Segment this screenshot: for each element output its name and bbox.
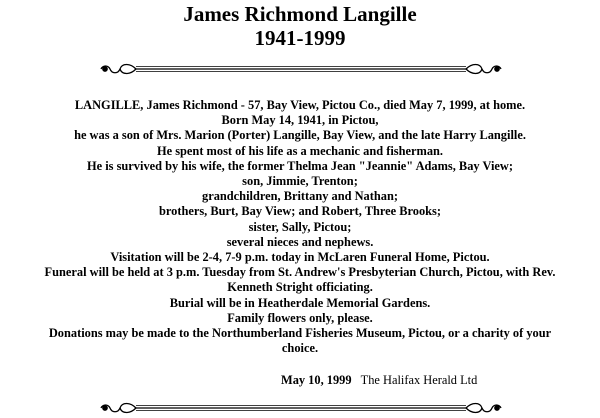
obituary-years-heading: 1941-1999 — [254, 26, 346, 50]
obituary-line: several nieces and nephews. — [226, 234, 374, 249]
obituary-body — [0, 98, 600, 356]
publication-name: The Halifax Herald Ltd — [360, 373, 478, 387]
obituary-line: He is survived by his wife, the former Thelma Jean "Jeannie" Adams, Bay View; — [87, 158, 513, 173]
obituary-line: sister, Sally, Pictou; — [248, 219, 352, 234]
obituary-line: Burial will be in Heatherdale Memorial Gardens. — [169, 295, 431, 310]
obituary-line: Born May 14, 1941, in Pictou, — [221, 113, 379, 128]
obituary-line: Family flowers only, please. — [227, 310, 373, 325]
obituary-line: Funeral will be held at 3 p.m. Tuesday from St. Andrew's Presbyterian Church, Pictou, with Rev. — [44, 265, 556, 280]
obituary-line: Kenneth Stright officiating. — [227, 280, 373, 295]
obituary-line: son, Jimmie, Trenton; — [242, 174, 358, 189]
ornamental-divider-top — [96, 61, 506, 77]
obituary-line: grandchildren, Brittany and Nathan; — [202, 189, 398, 204]
publication-date: May 10, 1999 — [281, 373, 352, 387]
obituary-line: LANGILLE, James Richmond - 57, Bay View, Pictou Co., died May 7, 1999, at home. — [74, 98, 526, 112]
obituary-line: Visitation will be 2-4, 7-9 p.m. today in McLaren Funeral Home, Pictou. — [110, 250, 490, 265]
obituary-line: he was a son of Mrs. Marion (Porter) Langille, Bay View, and the late Harry Langille. — [74, 128, 526, 143]
obituary-signoff — [281, 373, 477, 388]
obituary-line: Donations may be made to the Northumberland Fisheries Museum, Pictou, or a charity of your — [48, 326, 552, 341]
obituary-line: choice. — [281, 341, 319, 356]
obituary-line: He spent most of his life as a mechanic and fisherman. — [156, 143, 443, 158]
obituary-line: brothers, Burt, Bay View; and Robert, Three Brooks; — [158, 204, 441, 219]
ornamental-divider-bottom — [96, 400, 506, 416]
obituary-name-heading: James Richmond Langille — [183, 2, 417, 26]
